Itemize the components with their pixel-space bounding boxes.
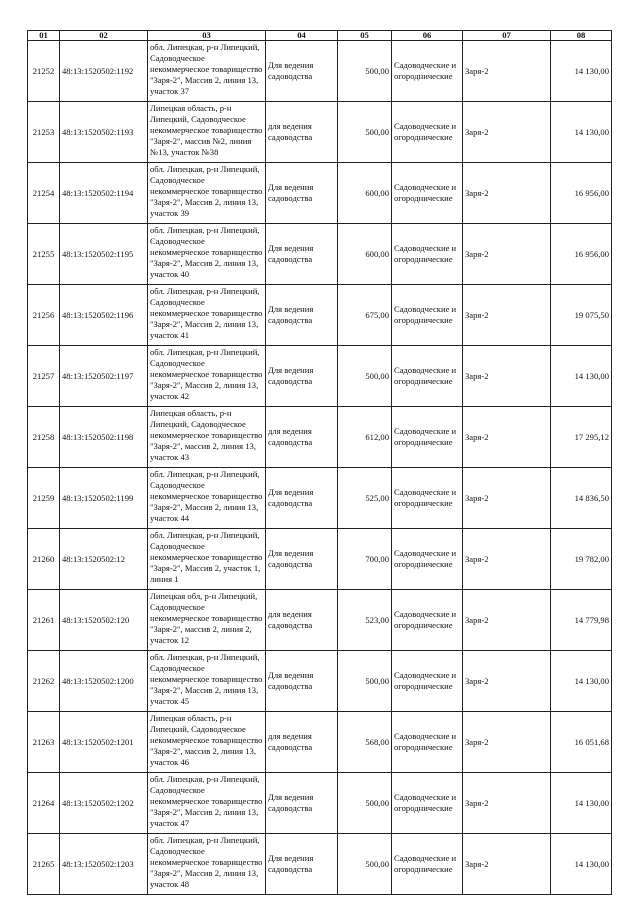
table-row [28, 529, 612, 590]
table-row [28, 346, 612, 407]
area-cell: 523,00 [338, 590, 392, 651]
partnership-name-cell: Заря-2 [463, 224, 551, 285]
partnership-name-cell: Заря-2 [463, 285, 551, 346]
land-category-cell: Садоводческие и огороднические [392, 102, 463, 163]
permitted-use-cell: Для ведения садоводства [266, 346, 338, 407]
area-cell: 500,00 [338, 41, 392, 102]
permitted-use-cell: Для ведения садоводства [266, 163, 338, 224]
address-text: Липецкая область, р-н Липецкий, Садоводческое некоммерческое товарищество "Заря-2", массив №2, линия №13, участок №38 [150, 102, 263, 157]
permitted-use-cell: Для ведения садоводства [266, 651, 338, 712]
partnership-name-cell: Заря-2 [463, 773, 551, 834]
address-text: обл. Липецкая, р-н Липецкий, Садоводческое некоммерческое товарищество "Заря-2", Массив 2, линия 13, участок 48 [150, 834, 263, 889]
column-header: 05 [338, 31, 392, 41]
area-cell: 500,00 [338, 346, 392, 407]
area-cell: 525,00 [338, 468, 392, 529]
column-header: 07 [463, 31, 551, 41]
land-category-cell: Садоводческие и огороднические [392, 529, 463, 590]
address-cell [148, 224, 266, 285]
address-cell [148, 407, 266, 468]
cadastral-number: 48:13:1520502:12 [60, 529, 148, 590]
land-category-cell: Садоводческие и огороднические [392, 163, 463, 224]
address-text: обл. Липецкая, р-н Липецкий, Садоводческое некоммерческое товарищество "Заря-2", Массив 2, линия 13, участок 42 [150, 346, 263, 401]
table-row [28, 468, 612, 529]
partnership-name-cell: Заря-2 [463, 590, 551, 651]
row-number: 21262 [28, 651, 60, 712]
row-number: 21261 [28, 590, 60, 651]
row-number: 21254 [28, 163, 60, 224]
cadastral-number: 48:13:1520502:1194 [60, 163, 148, 224]
partnership-name-cell: Заря-2 [463, 468, 551, 529]
cadastral-number: 48:13:1520502:1197 [60, 346, 148, 407]
table-row [28, 41, 612, 102]
land-category-cell: Садоводческие и огороднические [392, 834, 463, 895]
row-number: 21253 [28, 102, 60, 163]
address-cell [148, 41, 266, 102]
table-row [28, 102, 612, 163]
cadastral-value-cell: 14 130,00 [551, 102, 612, 163]
permitted-use-cell: Для ведения садоводства [266, 224, 338, 285]
permitted-use-cell: Для ведения садоводства [266, 529, 338, 590]
row-number: 21265 [28, 834, 60, 895]
permitted-use-cell: для ведения садоводства [266, 407, 338, 468]
partnership-name-cell: Заря-2 [463, 346, 551, 407]
area-cell: 675,00 [338, 285, 392, 346]
area-cell: 500,00 [338, 773, 392, 834]
cadastral-value-cell: 16 956,00 [551, 224, 612, 285]
land-category-cell: Садоводческие и огороднические [392, 712, 463, 773]
area-cell: 500,00 [338, 651, 392, 712]
address-text: обл. Липецкая, р-н Липецкий, Садоводческое некоммерческое товарищество "Заря-2", Массив 2, линия 13, участок 40 [150, 224, 263, 279]
cadastral-value-cell: 16 051,68 [551, 712, 612, 773]
address-cell [148, 346, 266, 407]
row-number: 21260 [28, 529, 60, 590]
permitted-use-cell: Для ведения садоводства [266, 468, 338, 529]
area-cell: 612,00 [338, 407, 392, 468]
cadastral-number: 48:13:1520502:1193 [60, 102, 148, 163]
permitted-use-cell: Для ведения садоводства [266, 773, 338, 834]
address-cell [148, 285, 266, 346]
address-text: обл. Липецкая, р-н Липецкий, Садоводческое некоммерческое товарищество "Заря-2", Массив 2, линия 13, участок 47 [150, 773, 263, 828]
address-cell [148, 712, 266, 773]
partnership-name-cell: Заря-2 [463, 407, 551, 468]
cadastral-number: 48:13:1520502:1192 [60, 41, 148, 102]
row-number: 21259 [28, 468, 60, 529]
row-number: 21257 [28, 346, 60, 407]
address-text: обл. Липецкая, р-н Липецкий, Садоводческое некоммерческое товарищество "Заря-2", Массив 2, участок 1, линия 1 [150, 529, 263, 584]
row-number: 21252 [28, 41, 60, 102]
land-category-cell: Садоводческие и огороднические [392, 41, 463, 102]
cadastral-number: 48:13:1520502:1201 [60, 712, 148, 773]
cadastral-number: 48:13:1520502:1196 [60, 285, 148, 346]
address-cell [148, 102, 266, 163]
address-text: Липецкая область, р-н Липецкий, Садоводческое некоммерческое товарищество "Заря-2", массив 2, линия 13, участок 43 [150, 407, 263, 462]
header-row [28, 31, 612, 41]
permitted-use-cell: для ведения садоводства [266, 102, 338, 163]
cadastral-value-cell: 19 075,50 [551, 285, 612, 346]
column-header: 08 [551, 31, 612, 41]
cadastral-value-cell: 14 130,00 [551, 773, 612, 834]
table-row [28, 163, 612, 224]
address-text: обл. Липецкая, р-н Липецкий, Садоводческое некоммерческое товарищество "Заря-2", Массив 2, линия 13, участок 44 [150, 468, 263, 523]
cadastral-value-cell: 16 956,00 [551, 163, 612, 224]
permitted-use-cell: Для ведения садоводства [266, 41, 338, 102]
address-text: Липецкая область, р-н Липецкий, Садоводческое некоммерческое товарищество "Заря-2", массив 2, линия 13, участок 46 [150, 712, 263, 767]
cadastral-value-cell: 17 295,12 [551, 407, 612, 468]
partnership-name-cell: Заря-2 [463, 163, 551, 224]
area-cell: 500,00 [338, 102, 392, 163]
area-cell: 600,00 [338, 163, 392, 224]
cadastral-number: 48:13:1520502:120 [60, 590, 148, 651]
address-cell [148, 834, 266, 895]
land-category-cell: Садоводческие и огороднические [392, 773, 463, 834]
partnership-name-cell: Заря-2 [463, 834, 551, 895]
cadastral-value-cell: 14 130,00 [551, 346, 612, 407]
column-header: 01 [28, 31, 60, 41]
land-category-cell: Садоводческие и огороднические [392, 407, 463, 468]
address-cell [148, 651, 266, 712]
address-cell [148, 590, 266, 651]
address-text: Липецкая обл, р-н Липецкий, Садоводческое некоммерческое товарищество "Заря-2", массив 2, линия 2, участок 12 [150, 590, 263, 645]
row-number: 21258 [28, 407, 60, 468]
cadastral-value-cell: 14 779,98 [551, 590, 612, 651]
area-cell: 700,00 [338, 529, 392, 590]
cadastral-value-cell: 19 782,00 [551, 529, 612, 590]
table-row [28, 224, 612, 285]
address-cell [148, 529, 266, 590]
cadastral-value-cell: 14 130,00 [551, 41, 612, 102]
row-number: 21255 [28, 224, 60, 285]
address-cell [148, 773, 266, 834]
table-row [28, 834, 612, 895]
row-number: 21264 [28, 773, 60, 834]
area-cell: 568,00 [338, 712, 392, 773]
permitted-use-cell: Для ведения садоводства [266, 285, 338, 346]
permitted-use-cell: Для ведения садоводства [266, 834, 338, 895]
cadastral-number: 48:13:1520502:1195 [60, 224, 148, 285]
cadastral-number: 48:13:1520502:1202 [60, 773, 148, 834]
row-number: 21256 [28, 285, 60, 346]
partnership-name-cell: Заря-2 [463, 651, 551, 712]
cadastral-number: 48:13:1520502:1199 [60, 468, 148, 529]
column-header: 06 [392, 31, 463, 41]
land-registry-table [27, 30, 612, 895]
partnership-name-cell: Заря-2 [463, 102, 551, 163]
table-body [28, 41, 612, 895]
land-category-cell: Садоводческие и огороднические [392, 285, 463, 346]
cadastral-number: 48:13:1520502:1203 [60, 834, 148, 895]
land-category-cell: Садоводческие и огороднические [392, 590, 463, 651]
area-cell: 600,00 [338, 224, 392, 285]
address-text: обл. Липецкая, р-н Липецкий, Садоводческое некоммерческое товарищество "Заря-2", Массив 2, линия 13, участок 45 [150, 651, 263, 706]
address-cell [148, 163, 266, 224]
land-category-cell: Садоводческие и огороднические [392, 224, 463, 285]
land-category-cell: Садоводческие и огороднические [392, 651, 463, 712]
cadastral-value-cell: 14 130,00 [551, 651, 612, 712]
table-row [28, 590, 612, 651]
table-row [28, 407, 612, 468]
permitted-use-cell: для ведения садоводства [266, 590, 338, 651]
table-row [28, 712, 612, 773]
permitted-use-cell: для ведения садоводства [266, 712, 338, 773]
column-header: 04 [266, 31, 338, 41]
partnership-name-cell: Заря-2 [463, 712, 551, 773]
cadastral-value-cell: 14 836,50 [551, 468, 612, 529]
area-cell: 500,00 [338, 834, 392, 895]
address-text: обл. Липецкая, р-н Липецкий, Садоводческое некоммерческое товарищество "Заря-2", Массив 2, линия 13, участок 39 [150, 163, 263, 218]
cadastral-number: 48:13:1520502:1200 [60, 651, 148, 712]
address-text: обл. Липецкая, р-н Липецкий, Садоводческое некоммерческое товарищество "Заря-2", Массив 2, линия 13, участок 37 [150, 41, 263, 96]
cadastral-number: 48:13:1520502:1198 [60, 407, 148, 468]
land-category-cell: Садоводческие и огороднические [392, 346, 463, 407]
row-number: 21263 [28, 712, 60, 773]
column-header: 03 [148, 31, 266, 41]
partnership-name-cell: Заря-2 [463, 529, 551, 590]
table-row [28, 651, 612, 712]
table-row [28, 773, 612, 834]
cadastral-value-cell: 14 130,00 [551, 834, 612, 895]
partnership-name-cell: Заря-2 [463, 41, 551, 102]
land-category-cell: Садоводческие и огороднические [392, 468, 463, 529]
table-row [28, 285, 612, 346]
column-header: 02 [60, 31, 148, 41]
address-text: обл. Липецкая, р-н Липецкий, Садоводческое некоммерческое товарищество "Заря-2", Массив 2, линия 13, участок 41 [150, 285, 263, 340]
address-cell [148, 468, 266, 529]
